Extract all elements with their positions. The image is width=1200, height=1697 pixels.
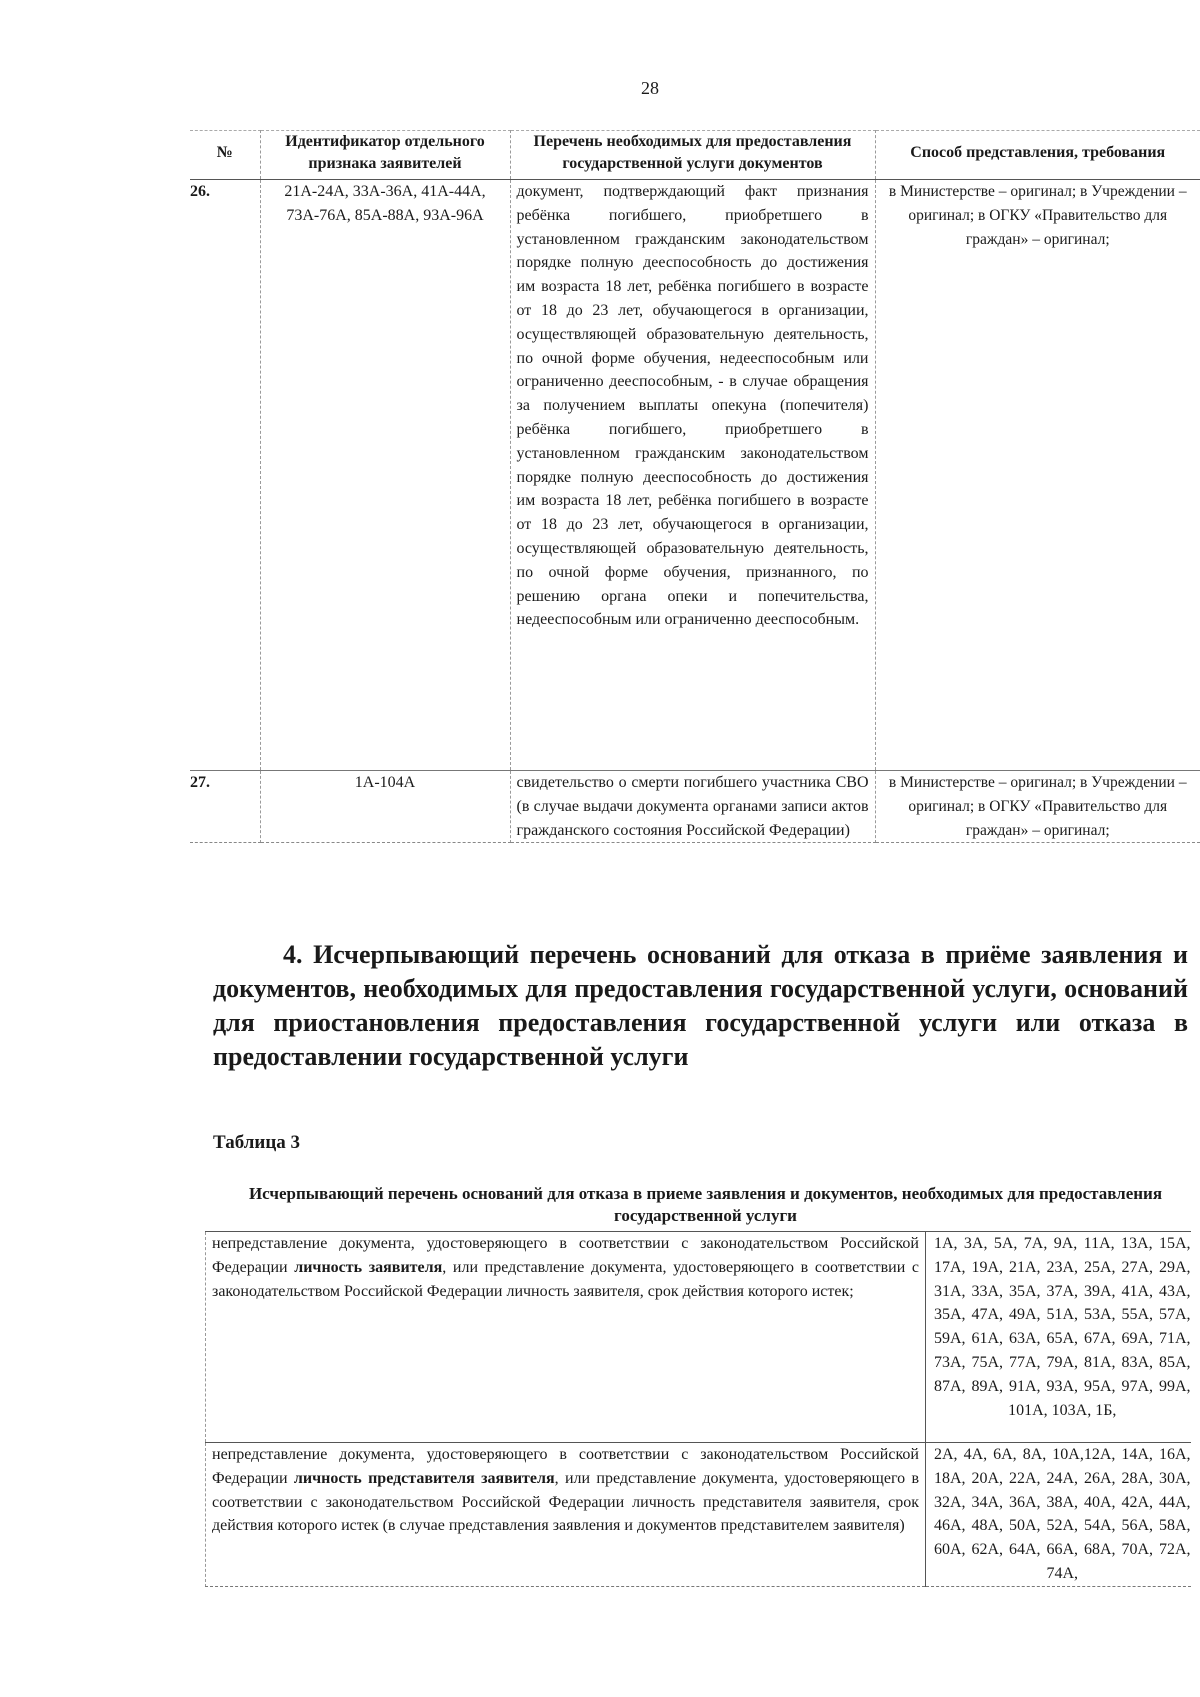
reason-emphasis: личность представителя заявителя [293, 1469, 555, 1487]
table-row [206, 1443, 1191, 1587]
section-title: Исчерпывающий перечень оснований для отказа в приёме заявления и документов, необходимых для предоставления государственной услуги, оснований для приостановления предоставления государственной услуги или отказа в предоставлении государственной услуги [213, 940, 1189, 1071]
table-header-row [190, 131, 1200, 180]
applicant-codes: 2А, 4А, 6А, 8А, 10А,12А, 14А, 16А, 18А, 20А, 22А, 24А, 26А, 28А, 30А, 32А, 34А, 36А, 38А, 40А, 42А, 44А, 46А, 48А, 50А, 52А, 54А, 56А, 58А, 60А, 62А, 64А, 66А, 68А, 70А, 72А, 74А, [926, 1443, 1191, 1587]
table-row [190, 771, 1200, 843]
row-method: в Министерстве – оригинал; в Учреждении – оригинал; в ОГКУ «Правительство для граждан» – оригинал; [875, 771, 1200, 843]
header-identifier: Идентификатор отдельного признака заявителей [260, 131, 510, 180]
table-row [190, 180, 1200, 771]
table-row [206, 1232, 1191, 1443]
page-number: 28 [641, 78, 659, 98]
section-number: 4. [283, 940, 303, 969]
reason-emphasis: личность заявителя [294, 1258, 443, 1276]
row-identifiers: 21А-24А, 33А-36А, 41А-44А, 73А-76А, 85А-88А, 93А-96А [260, 180, 510, 771]
reason-text: непредставление документа, удостоверяющего в соответствии с законодательством Российской Федерации [212, 1446, 919, 1487]
header-method: Способ представления, требования [875, 131, 1200, 180]
table-caption: Исчерпывающий перечень оснований для отказа в приеме заявления и документов, необходимых для предоставления государственной услуги [248, 1184, 1163, 1225]
row-document: документ, подтверждающий факт признания ребёнка погибшего, приобретшего в установленном гражданским законодательством порядке полную дееспособность до достижения им возраста 18 лет, ребёнка погибшего в возрасте от 18 до 23 лет, обучающегося в организации, осуществляющей образовательную деятельность, по очной форме обучения, недееспособным или ограниченно дееспособным, - в случае обращения за получением выплаты опекуна (попечителя) ребёнка погибшего, приобретшего в установленном гражданским законодательством порядке полную дееспособность до достижения им возраста 18 лет, ребёнка погибшего в возрасте от 18 до 23 лет, обучающегося в организации, осуществляющей образовательную деятельность, по очной форме обучения, признанного, по решению органа опеки и попечительства, недееспособным или ограниченно дееспособным. [510, 180, 875, 771]
refusal-reason [206, 1232, 926, 1443]
header-documents: Перечень необходимых для предоставления государственной услуги документов [510, 131, 875, 180]
header-number: № [190, 131, 260, 180]
table-label: Таблица 3 [213, 1132, 301, 1153]
row-document: свидетельство о смерти погибшего участника СВО (в случае выдачи документа органами записи актов гражданского состояния Российской Федерации) [510, 771, 875, 843]
row-number: 26. [190, 180, 260, 771]
refusal-grounds-table [205, 1231, 1191, 1587]
section-heading [213, 938, 1188, 1074]
row-number: 27. [190, 771, 260, 843]
reason-text: непредставление документа, удостоверяющего в соответствии с законодательством Российской Федерации [212, 1235, 919, 1276]
refusal-reason [206, 1443, 926, 1587]
documents-table [190, 130, 1200, 843]
row-identifiers: 1А-104А [260, 771, 510, 843]
row-method: в Министерстве – оригинал; в Учреждении – оригинал; в ОГКУ «Правительство для граждан» – оригинал; [875, 180, 1200, 771]
reason-text: , или представление документа, удостоверяющего в соответствии с законодательством Российской Федерации личность заявителя, срок действия которого истек; [212, 1258, 920, 1300]
reason-text: , или представление документа, удостоверяющего в соответствии с законодательством Российской Федерации личность представителя заявителя, срок действия которого истек (в случае представления заявления и документов представителем заявителя) [212, 1469, 920, 1535]
applicant-codes: 1А, 3А, 5А, 7А, 9А, 11А, 13А, 15А, 17А, 19А, 21А, 23А, 25А, 27А, 29А, 31А, 33А, 35А, 37А, 39А, 41А, 43А, 35А, 47А, 49А, 51А, 53А, 55А, 57А, 59А, 61А, 63А, 65А, 67А, 69А, 71А, 73А, 75А, 77А, 79А, 81А, 83А, 85А, 87А, 89А, 91А, 93А, 95А, 97А, 99А, 101А, 103А, 1Б, [934, 1235, 1191, 1419]
